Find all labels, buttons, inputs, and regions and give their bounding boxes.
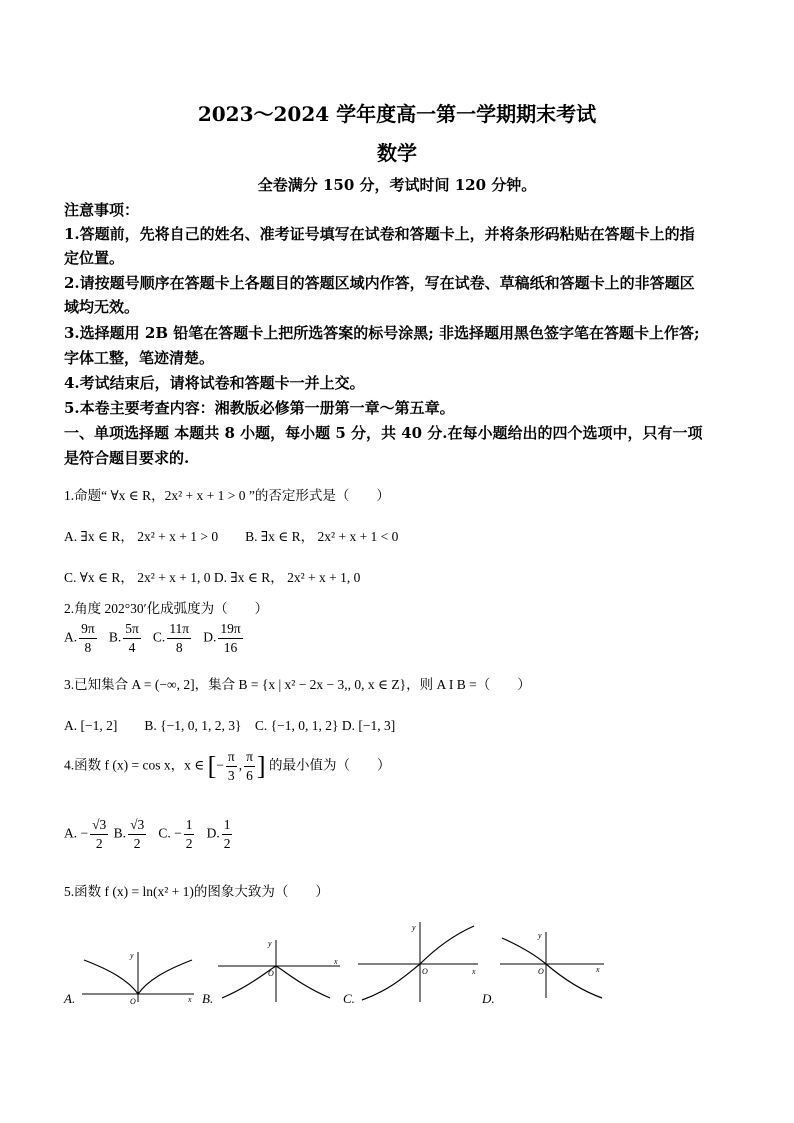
q4-option-a-label: A. − xyxy=(64,825,89,841)
q4-option-b-label: B. xyxy=(113,825,127,841)
q4-bracket-right: ] xyxy=(256,751,266,781)
q2-option-b-frac: $\frac{5\pi}{4}$ xyxy=(125,621,139,655)
note-2-line-a: 2.请按题号顺序在答题卡上各题目的答题区域内作答，写在试卷、草稿纸和答题卡上的非答题区 xyxy=(64,274,695,292)
q5-a-y-label: y xyxy=(130,951,134,960)
note-5: 5.本卷主要考查内容：湘教版必修第一册第一章～第五章。 xyxy=(64,399,455,417)
q5-label-b: B. xyxy=(202,991,214,1006)
q5-label-a: A. xyxy=(64,991,76,1006)
q4-option-b-frac: $\frac{√3}{2}$ xyxy=(130,817,145,851)
q4-option-d-frac: $\frac{1}{2}$ xyxy=(223,817,231,851)
q1-options-cd: C. ∀x ∈ R， 2x² + x + 1, 0 D. ∃x ∈ R， 2x² + x + 1, 0 xyxy=(64,570,361,585)
note-1-line-a: 1.答题前，先将自己的姓名、准考证号填写在试卷和答题卡上，并将条形码粘贴在答题卡上的指 xyxy=(64,225,695,243)
q5-graph-c xyxy=(343,922,478,1006)
q5-stem: 5.函数 f (x) = ln(x² + 1)的图象大致为（ ） xyxy=(64,884,329,899)
q2-stem: 2.角度 202°30′化成弧度为（ ） xyxy=(64,601,269,616)
q4-minus: − xyxy=(216,757,224,773)
q4-range-low: $\frac{\pi}{3}$ xyxy=(227,749,235,783)
q5-a-origin: O xyxy=(130,997,136,1006)
q4-option-a-frac: $\frac{√3}{2}$ xyxy=(92,817,107,851)
q1-options-ab: A. ∃x ∈ R， 2x² + x + 1 > 0 B. ∃x ∈ R， 2x² + x + 1 < 0 xyxy=(64,529,399,544)
q5-graph-a xyxy=(63,951,194,1006)
q2-option-c-label: C. xyxy=(152,629,166,645)
q2-options xyxy=(64,620,245,657)
q5-label-c: C. xyxy=(343,991,355,1006)
q4-bracket-left: [ xyxy=(207,751,217,781)
q4-stem-end: 的最小值为（ ） xyxy=(268,757,391,773)
exam-info: 全卷满分 150 分，考试时间 120 分钟。 xyxy=(257,176,537,194)
q5-d-origin: O xyxy=(538,967,544,976)
q5-b-y-label: y xyxy=(268,939,272,948)
q3-options: A. [−1, 2] B. {−1, 0, 1, 2, 3} C. {−1, 0, 1, 2} D. [−1, 3] xyxy=(64,718,396,733)
q5-d-x-label: x xyxy=(596,965,600,974)
q4-option-c-label: C. − xyxy=(158,825,182,841)
q4-stem: 4.函数 f (x) = cos x，x ∈ [− $\frac{\pi}{3}$ , $\frac{\pi}{6}$ ] 的最小值为（ ） xyxy=(64,749,391,783)
subject-title: 数学 xyxy=(377,141,417,165)
note-2-line-b: 域均无效。 xyxy=(64,298,140,316)
q1-stem: 1.命题“ ∀x ∈ R，2x² + x + 1 > 0 ”的否定形式是（ ） xyxy=(64,488,390,503)
q5-label-d: D. xyxy=(482,991,495,1006)
q5-d-y-label: y xyxy=(538,931,542,940)
q2-option-d-frac: $\frac{19\pi}{16}$ xyxy=(220,621,241,655)
q5-c-origin: O xyxy=(422,967,428,976)
exam-title: 2023～2024 学年度高一第一学期期末考试 xyxy=(197,102,597,126)
q5-b-x-label: x xyxy=(334,957,338,966)
note-3-line-b: 字体工整，笔迹清楚。 xyxy=(64,349,215,367)
note-3-line-a: 3.选择题用 2B 铅笔在答题卡上把所选答案的标号涂黑; 非选择题用黑色签字笔在答题卡上作答; xyxy=(64,324,700,342)
q5-graphs xyxy=(60,910,620,1010)
q2-option-a-frac: $\frac{9\pi}{8}$ xyxy=(81,621,95,655)
q5-b-origin: O xyxy=(268,969,274,978)
q4-range-high: $\frac{\pi}{6}$ xyxy=(246,749,253,783)
q5-a-x-label: x xyxy=(188,995,192,1004)
q2-option-c-frac: $\frac{11\pi}{8}$ xyxy=(169,621,190,655)
q2-option-a-label: A. xyxy=(64,629,78,645)
note-1-line-b: 定位置。 xyxy=(64,249,125,267)
q4-options xyxy=(64,816,234,853)
q4-option-d-label: D. xyxy=(206,825,220,841)
note-4: 4.考试结束后，请将试卷和答题卡一并上交。 xyxy=(64,374,365,392)
q4-stem-start: 4.函数 f (x) = cos x，x ∈ xyxy=(64,757,205,773)
q2-option-b-label: B. xyxy=(108,629,122,645)
q5-c-x-label: x xyxy=(472,967,476,976)
section-1-heading-cont: 是符合题目要求的. xyxy=(64,449,190,467)
notes-heading: 注意事项： xyxy=(64,201,140,219)
section-1-heading: 一、单项选择题 本题共 8 小题，每小题 5 分，共 40 分.在每小题给出的四个选项中，只有一项 xyxy=(64,424,703,442)
q5-c-y-label: y xyxy=(412,923,416,932)
q3-stem: 3.已知集合 A = (−∞, 2]，集合 B = {x | x² − 2x − 3,, 0, x ∈ Z}，则 A I B =（ ） xyxy=(64,677,531,692)
q5-graph-b xyxy=(202,939,340,1006)
q4-option-c-frac: $\frac{1}{2}$ xyxy=(185,817,193,851)
q5-graph-d xyxy=(481,931,604,1006)
q2-option-d-label: D. xyxy=(203,629,217,645)
